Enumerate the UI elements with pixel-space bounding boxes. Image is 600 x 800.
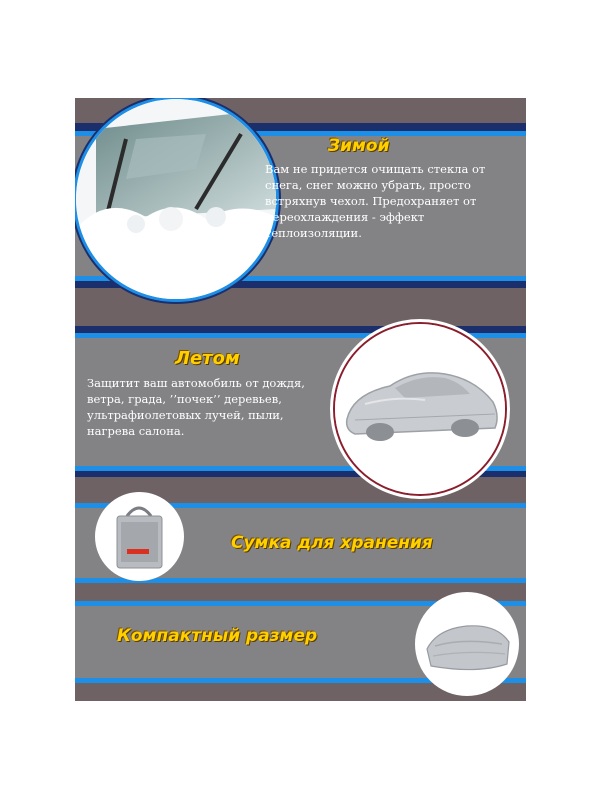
infographic-card [75, 98, 526, 701]
summer-text-line: нагрева салона. [87, 424, 185, 438]
windshield-snow-image [75, 98, 279, 302]
summer-text-line: ультрафиолетовых лучей, пыли, [87, 408, 284, 422]
summer-text [87, 375, 305, 439]
car-cover-image [333, 322, 507, 496]
bag-title: Сумка для хранения [231, 533, 433, 553]
winter-text-line: теплоизоляции. [265, 226, 362, 240]
winter-text-line: Вам не придется очищать стекла от [265, 162, 486, 176]
winter-title: Зимой [328, 136, 390, 156]
compact-title: Компактный размер [117, 626, 318, 646]
summer-text-line: ветра, града, ’’почек’’ деревьев, [87, 392, 282, 406]
winter-text-line: снега, снег можно убрать, просто [265, 178, 471, 192]
winter-text-line: встряхнув чехол. Предохраняет от [265, 194, 477, 208]
summer-text-line: Защитит ваш автомобиль от дождя, [87, 376, 305, 390]
winter-text-line: переохлаждения - эффект [265, 210, 425, 224]
storage-bag-image [95, 492, 184, 581]
summer-title: Летом [175, 348, 240, 369]
winter-text [265, 161, 485, 241]
folded-cover-image [415, 592, 519, 696]
